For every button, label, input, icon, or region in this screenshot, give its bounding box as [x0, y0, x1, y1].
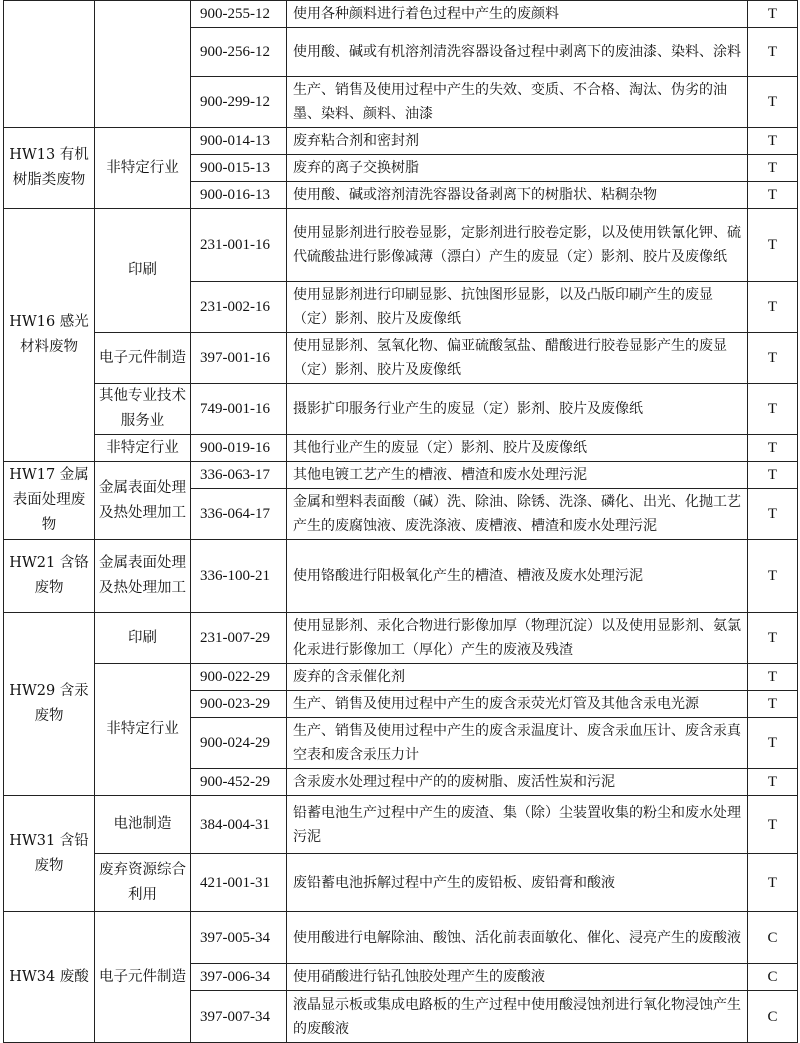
table-row — [4, 613, 798, 664]
waste-code: 900-016-13 — [191, 182, 287, 209]
waste-description: 生产、销售及使用过程中产生的废含汞温度计、废含汞血压计、废含汞真空表和废含汞压力计 — [287, 718, 748, 769]
industry-cell: 非特定行业 — [95, 128, 191, 209]
table-row — [4, 912, 798, 964]
hazard-property: T — [748, 540, 798, 613]
waste-code: 900-022-29 — [191, 664, 287, 691]
waste-code: 900-299-12 — [191, 77, 287, 128]
hazard-property: T — [748, 1, 798, 28]
table-row — [4, 128, 798, 155]
waste-description: 使用显影剂、氢氧化物、偏亚硫酸氢盐、醋酸进行胶卷显影产生的废显（定）影剂、胶片及废像纸 — [287, 333, 748, 384]
waste-description: 使用显影剂进行胶卷显影，定影剂进行胶卷定影，以及使用铁氰化钾、硫代硫酸盐进行影像减薄（漂白）产生的废显（定）影剂、胶片及废像纸 — [287, 209, 748, 282]
waste-code: 336-063-17 — [191, 462, 287, 489]
waste-code: 336-100-21 — [191, 540, 287, 613]
waste-description: 废铅蓄电池拆解过程中产生的废铅板、废铅膏和酸液 — [287, 854, 748, 912]
category-cell: HW21 含铬废物 — [4, 540, 95, 613]
waste-code: 397-001-16 — [191, 333, 287, 384]
industry-cell: 非特定行业 — [95, 435, 191, 462]
waste-description: 摄影扩印服务行业产生的废显（定）影剂、胶片及废像纸 — [287, 384, 748, 435]
hazard-property: T — [748, 854, 798, 912]
waste-code: 900-015-13 — [191, 155, 287, 182]
waste-code: 900-019-16 — [191, 435, 287, 462]
waste-code: 749-001-16 — [191, 384, 287, 435]
hazard-property: T — [748, 796, 798, 854]
hazard-property: T — [748, 128, 798, 155]
waste-code: 900-023-29 — [191, 691, 287, 718]
table-row — [4, 384, 798, 435]
industry-cell: 电子元件制造 — [95, 333, 191, 384]
waste-code: 421-001-31 — [191, 854, 287, 912]
hazard-property: T — [748, 462, 798, 489]
waste-code: 900-024-29 — [191, 718, 287, 769]
waste-description: 含汞废水处理过程中产的的废树脂、废活性炭和污泥 — [287, 769, 748, 796]
category-cell: HW16 感光材料废物 — [4, 209, 95, 462]
hazard-property: T — [748, 155, 798, 182]
waste-description: 使用酸进行电解除油、酸蚀、活化前表面敏化、催化、浸亮产生的废酸液 — [287, 912, 748, 964]
hazard-property: T — [748, 182, 798, 209]
waste-code: 900-255-12 — [191, 1, 287, 28]
industry-cell: 金属表面处理及热处理加工 — [95, 462, 191, 540]
hazard-property: T — [748, 718, 798, 769]
table-row — [4, 333, 798, 384]
waste-description: 生产、销售及使用过程中产生的失效、变质、不合格、淘汰、伪劣的油墨、染料、颜料、油漆 — [287, 77, 748, 128]
industry-cell — [95, 1, 191, 128]
waste-description: 使用显影剂、汞化合物进行影像加厚（物理沉淀）以及使用显影剂、氨氯化汞进行影像加工（厚化）产生的废液及残渣 — [287, 613, 748, 664]
category-cell: HW34 废酸 — [4, 912, 95, 1043]
table-row — [4, 664, 798, 691]
table-row — [4, 854, 798, 912]
hazardous-waste-table — [3, 0, 798, 1043]
hazard-property: T — [748, 435, 798, 462]
waste-code: 336-064-17 — [191, 489, 287, 540]
waste-code: 900-014-13 — [191, 128, 287, 155]
hazard-property: T — [748, 333, 798, 384]
hazard-property: T — [748, 489, 798, 540]
hazard-property: T — [748, 769, 798, 796]
waste-description: 废弃的含汞催化剂 — [287, 664, 748, 691]
waste-description: 其他行业产生的废显（定）影剂、胶片及废像纸 — [287, 435, 748, 462]
waste-description: 其他电镀工艺产生的槽液、槽渣和废水处理污泥 — [287, 462, 748, 489]
category-cell: HW13 有机树脂类废物 — [4, 128, 95, 209]
waste-description: 使用酸、碱或有机溶剂清洗容器设备过程中剥离下的废油漆、染料、涂料 — [287, 28, 748, 77]
waste-description: 使用各种颜料进行着色过程中产生的废颜料 — [287, 1, 748, 28]
table-row — [4, 796, 798, 854]
industry-cell: 废弃资源综合利用 — [95, 854, 191, 912]
waste-code: 900-452-29 — [191, 769, 287, 796]
waste-code: 231-007-29 — [191, 613, 287, 664]
category-cell: HW29 含汞废物 — [4, 613, 95, 796]
waste-description: 液晶显示板或集成电路板的生产过程中使用酸浸蚀剂进行氧化物浸蚀产生的废酸液 — [287, 991, 748, 1043]
industry-cell: 非特定行业 — [95, 664, 191, 796]
hazard-property: C — [748, 912, 798, 964]
category-cell: HW31 含铅废物 — [4, 796, 95, 912]
waste-code: 384-004-31 — [191, 796, 287, 854]
waste-description: 铅蓄电池生产过程中产生的废渣、集（除）尘装置收集的粉尘和废水处理污泥 — [287, 796, 748, 854]
industry-cell: 其他专业技术服务业 — [95, 384, 191, 435]
table-row — [4, 540, 798, 613]
waste-description: 废弃粘合剂和密封剂 — [287, 128, 748, 155]
industry-cell: 印刷 — [95, 209, 191, 333]
waste-description: 生产、销售及使用过程中产生的废含汞荧光灯管及其他含汞电光源 — [287, 691, 748, 718]
waste-code: 397-007-34 — [191, 991, 287, 1043]
hazard-property: C — [748, 991, 798, 1043]
industry-cell: 电子元件制造 — [95, 912, 191, 1043]
category-cell: HW17 金属表面处理废物 — [4, 462, 95, 540]
waste-description: 使用酸、碱或溶剂清洗容器设备剥离下的树脂状、粘稠杂物 — [287, 182, 748, 209]
industry-cell: 电池制造 — [95, 796, 191, 854]
hazard-property: T — [748, 209, 798, 282]
waste-code: 231-002-16 — [191, 282, 287, 333]
waste-description: 废弃的离子交换树脂 — [287, 155, 748, 182]
waste-description: 金属和塑料表面酸（碱）洗、除油、除锈、洗涤、磷化、出光、化抛工艺产生的废腐蚀液、废洗涤液、废槽液、槽渣和废水处理污泥 — [287, 489, 748, 540]
industry-cell: 金属表面处理及热处理加工 — [95, 540, 191, 613]
hazard-property: T — [748, 77, 798, 128]
hazard-property: T — [748, 664, 798, 691]
waste-code: 397-006-34 — [191, 964, 287, 991]
hazard-property: T — [748, 384, 798, 435]
waste-description: 使用铬酸进行阳极氧化产生的槽渣、槽液及废水处理污泥 — [287, 540, 748, 613]
table-row — [4, 1, 798, 28]
waste-description: 使用硝酸进行钻孔蚀胶处理产生的废酸液 — [287, 964, 748, 991]
hazard-property: T — [748, 282, 798, 333]
waste-code: 397-005-34 — [191, 912, 287, 964]
hazard-property: T — [748, 691, 798, 718]
waste-description: 使用显影剂进行印刷显影、抗蚀图形显影，以及凸版印刷产生的废显（定）影剂、胶片及废像纸 — [287, 282, 748, 333]
hazard-property: T — [748, 28, 798, 77]
industry-cell: 印刷 — [95, 613, 191, 664]
hazard-property: C — [748, 964, 798, 991]
table-row — [4, 462, 798, 489]
table-row — [4, 435, 798, 462]
waste-code: 231-001-16 — [191, 209, 287, 282]
waste-code: 900-256-12 — [191, 28, 287, 77]
hazard-property: T — [748, 613, 798, 664]
table-row — [4, 209, 798, 282]
category-cell — [4, 1, 95, 128]
